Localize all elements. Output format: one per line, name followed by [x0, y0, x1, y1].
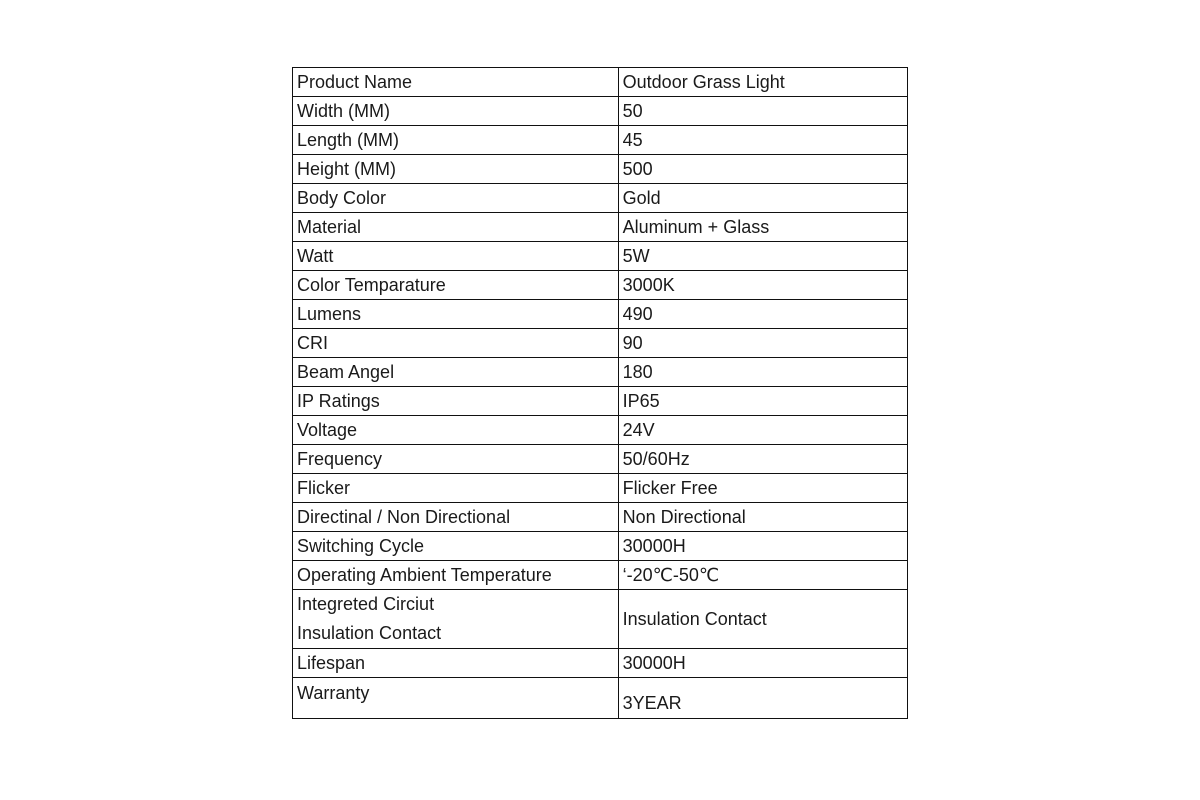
- table-row: [293, 358, 908, 387]
- table-row: [293, 649, 908, 678]
- spec-value: Gold: [618, 184, 907, 213]
- table-row: [293, 503, 908, 532]
- spec-value: 3YEAR: [618, 678, 907, 719]
- spec-label: IP Ratings: [293, 387, 619, 416]
- spec-label: Lumens: [293, 300, 619, 329]
- spec-label: Switching Cycle: [293, 532, 619, 561]
- spec-label: Directinal / Non Directional: [293, 503, 619, 532]
- spec-label: Product Name: [293, 68, 619, 97]
- spec-value: 490: [618, 300, 907, 329]
- table-row: [293, 474, 908, 503]
- table-row: [293, 300, 908, 329]
- spec-label: Operating Ambient Temperature: [293, 561, 619, 590]
- spec-label: Material: [293, 213, 619, 242]
- spec-value: Non Directional: [618, 503, 907, 532]
- spec-value: 24V: [618, 416, 907, 445]
- table-row: [293, 416, 908, 445]
- spec-label: Warranty: [293, 678, 619, 719]
- spec-value: Outdoor Grass Light: [618, 68, 907, 97]
- table-row: [293, 68, 908, 97]
- spec-label: [293, 590, 619, 649]
- spec-value: 30000H: [618, 649, 907, 678]
- spec-value: 30000H: [618, 532, 907, 561]
- table-row: [293, 329, 908, 358]
- table-row: [293, 126, 908, 155]
- table-row: [293, 561, 908, 590]
- table-row: [293, 97, 908, 126]
- spec-value: ‘-20℃-50℃: [618, 561, 907, 590]
- product-spec-table: [292, 67, 908, 719]
- spec-label: Frequency: [293, 445, 619, 474]
- spec-value: 5W: [618, 242, 907, 271]
- spec-value: Aluminum + Glass: [618, 213, 907, 242]
- table-row: [293, 532, 908, 561]
- spec-label: Voltage: [293, 416, 619, 445]
- spec-label-line-1: Integreted Circiut: [297, 594, 435, 614]
- spec-label: Length (MM): [293, 126, 619, 155]
- spec-label: Body Color: [293, 184, 619, 213]
- spec-value: 45: [618, 126, 907, 155]
- spec-value: Insulation Contact: [618, 590, 907, 649]
- spec-value: 50: [618, 97, 907, 126]
- spec-label-line-2: Insulation Contact: [297, 623, 442, 643]
- table-row: [293, 590, 908, 649]
- table-row: [293, 242, 908, 271]
- spec-value: 500: [618, 155, 907, 184]
- table-row: [293, 155, 908, 184]
- table-row: [293, 184, 908, 213]
- spec-label: Beam Angel: [293, 358, 619, 387]
- spec-label: CRI: [293, 329, 619, 358]
- spec-value: 50/60Hz: [618, 445, 907, 474]
- spec-value: 180: [618, 358, 907, 387]
- table-row: [293, 387, 908, 416]
- spec-label: Flicker: [293, 474, 619, 503]
- spec-label: Watt: [293, 242, 619, 271]
- table-row: [293, 445, 908, 474]
- spec-value: 3000K: [618, 271, 907, 300]
- table-row: [293, 271, 908, 300]
- spec-label: Lifespan: [293, 649, 619, 678]
- table-row: [293, 213, 908, 242]
- spec-label: Height (MM): [293, 155, 619, 184]
- spec-value: Flicker Free: [618, 474, 907, 503]
- table-row: [293, 678, 908, 719]
- spec-value: IP65: [618, 387, 907, 416]
- spec-label: Color Temparature: [293, 271, 619, 300]
- spec-value: 90: [618, 329, 907, 358]
- spec-label: Width (MM): [293, 97, 619, 126]
